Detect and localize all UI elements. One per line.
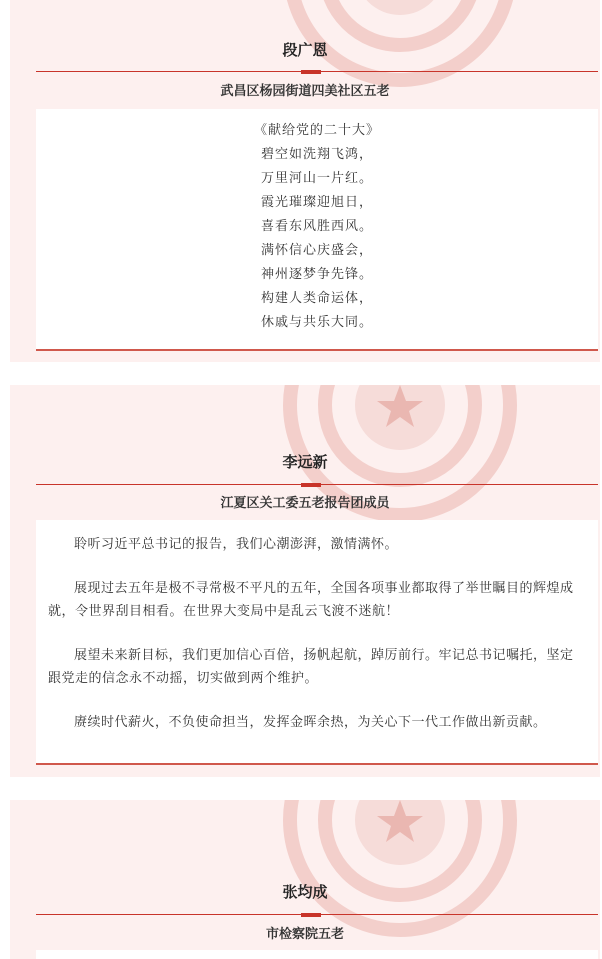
text-box [36, 950, 598, 959]
affiliation: 市检察院五老 [265, 927, 344, 942]
affiliation: 江夏区关工委五老报告团成员 [220, 496, 390, 511]
profile-card-2 [10, 385, 600, 777]
divider-mark [301, 70, 321, 74]
poem-line: 休戚与共乐大同。 [260, 315, 373, 330]
affiliation: 武昌区杨园街道四美社区五老 [220, 84, 390, 99]
text-box [36, 520, 598, 765]
person-name: 李远新 [276, 452, 333, 472]
paragraph: 赓续时代薪火，不负使命担当，发挥金晖余热，为关心下一代工作做出新贡献。 [74, 715, 547, 730]
profile-card-1 [10, 0, 600, 362]
decorative-emblem-icon [160, 800, 600, 940]
poem-box [36, 109, 598, 351]
poem-line: 万里河山一片红。 [260, 171, 373, 186]
poem-line: 喜看东风胜西风。 [260, 219, 373, 234]
divider-mark [301, 913, 321, 917]
poem-line: 碧空如洗翔飞鸿， [260, 147, 373, 162]
profile-card-3 [10, 800, 600, 959]
paragraph: 展望未来新目标，我们更加信心百倍，扬帆起航，踔厉前行。牢记总书记嘱托，坚定跟党走的信念永不动摇，切实做到两个维护。 [48, 648, 574, 686]
person-name: 段广恩 [276, 40, 333, 60]
poem-line: 满怀信心庆盛会， [260, 243, 373, 258]
poem-line: 构建人类命运体， [260, 291, 373, 306]
divider-mark [301, 483, 321, 487]
paragraph: 聆听习近平总书记的报告，我们心潮澎湃，激情满怀。 [74, 537, 399, 552]
poem-line: 霞光璀璨迎旭日， [260, 195, 373, 210]
poem-line: 神州逐梦争先锋。 [260, 267, 373, 282]
paragraph: 展现过去五年是极不寻常极不平凡的五年，全国各项事业都取得了举世瞩目的辉煌成就，令世界刮目相看。在世界大变局中是乱云飞渡不迷航！ [48, 581, 574, 619]
poem-title: 《献给党的二十大》 [253, 123, 380, 138]
person-name: 张均成 [276, 882, 333, 902]
